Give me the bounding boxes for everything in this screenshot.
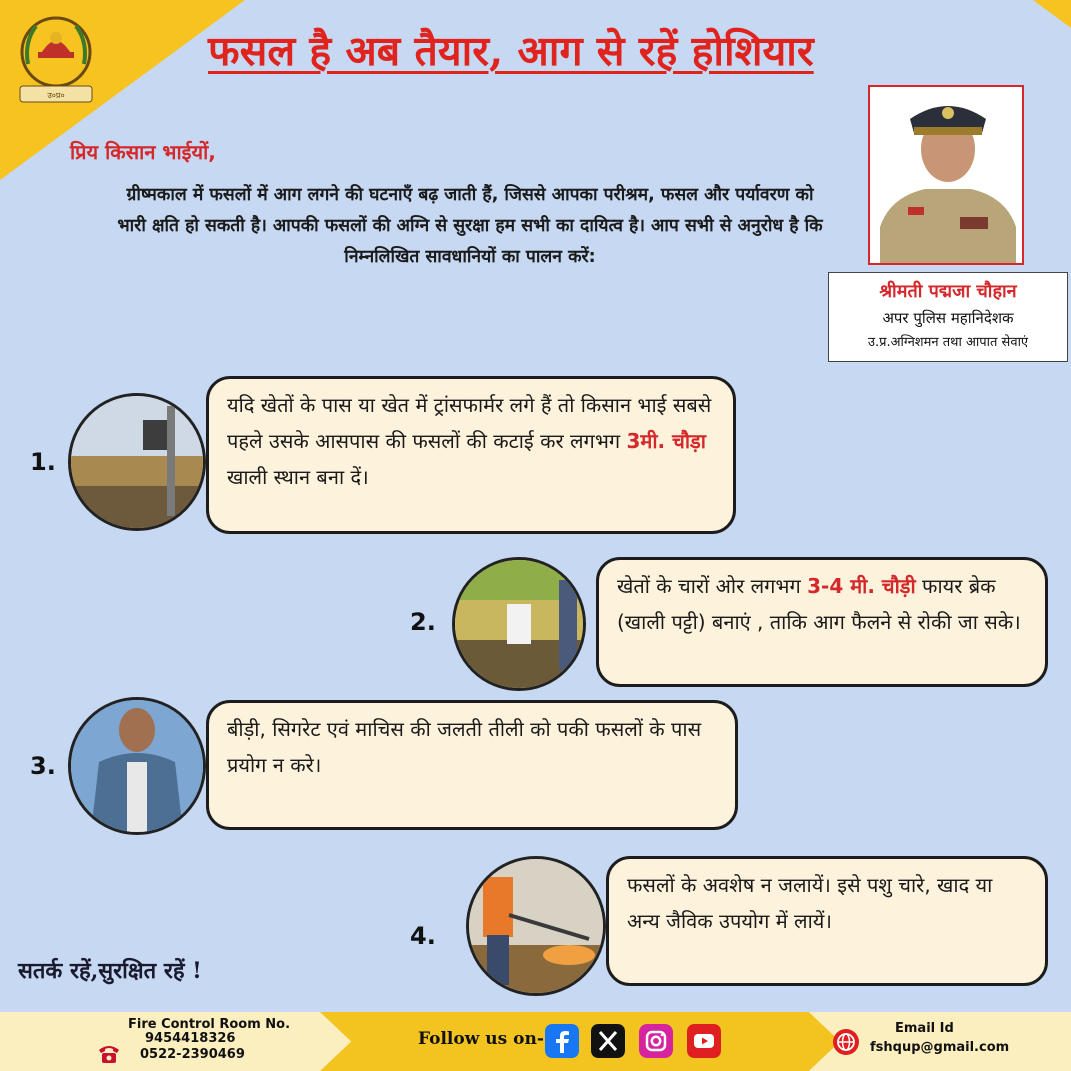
official-name: श्रीमती पद्मजा चौहान — [879, 281, 1017, 302]
email-label: Email Id — [895, 1021, 954, 1036]
fire-service-logo — [14, 12, 98, 106]
tip-3-image — [68, 697, 206, 835]
tip-3-bubble — [206, 700, 738, 830]
tip-number: 1. — [30, 448, 56, 476]
tip-text: बीड़ी, सिगरेट एवं माचिस की जलती तीली को पकी फसलों के पास प्रयोग न करे। — [227, 717, 702, 777]
control-room-label: Fire Control Room No. — [128, 1017, 291, 1032]
tip-2-image — [452, 557, 586, 691]
footer — [0, 1012, 1071, 1071]
email-address[interactable]: fshqup@gmail.com — [870, 1040, 1010, 1055]
tip-4-image — [466, 856, 606, 996]
phone-number-2[interactable]: 0522-2390469 — [140, 1047, 245, 1062]
x-icon[interactable] — [591, 1024, 625, 1058]
follow-label: Follow us on- — [418, 1029, 544, 1049]
greeting: प्रिय किसान भाईयों, — [70, 140, 216, 164]
footer-band — [320, 1012, 840, 1071]
svg-text:उ०प्र०: उ०प्र० — [47, 91, 65, 100]
tip-number: 2. — [410, 608, 436, 636]
slogan: सतर्क रहें,सुरक्षित रहें ! — [18, 958, 202, 984]
tip-text: फसलों के अवशेष न जलायें। इसे पशु चारे, खाद या अन्य जैविक उपयोग में लायें। — [627, 873, 993, 933]
tip-1-image — [68, 393, 206, 531]
corner-decoration-right — [1033, 0, 1071, 28]
instagram-icon[interactable] — [639, 1024, 673, 1058]
tip-highlight: 3मी. चौड़ा — [626, 429, 706, 453]
page-title: फसल है अब तैयार, आग से रहें होशियार — [208, 27, 814, 75]
official-name-box — [828, 272, 1068, 362]
globe-icon — [832, 1028, 860, 1056]
tip-text: खाली स्थान बना दें। — [227, 465, 369, 489]
tip-text: यदि खेतों के पास या खेत में ट्रांसफार्मर लगे हैं तो किसान भाई सबसे पहले उसके आसपास की फसलों की कटाई कर लगभग — [227, 393, 712, 453]
official-photo — [868, 85, 1024, 265]
official-designation: अपर पुलिस महानिदेशक — [882, 309, 1014, 327]
facebook-icon[interactable] — [545, 1024, 579, 1058]
official-department: उ.प्र.अग्निशमन तथा आपात सेवाएं — [867, 335, 1029, 350]
tip-number: 3. — [30, 752, 56, 780]
tip-2-bubble — [596, 557, 1048, 687]
tip-text: फायर ब्रेक (खाली पट्टी) बनाएं , ताकि आग फैलने से रोकी जा सके। — [617, 574, 1021, 634]
phone-number-1[interactable]: 9454418326 — [145, 1031, 236, 1046]
tip-text: खेतों के चारों ओर लगभग — [617, 574, 808, 598]
tip-1-bubble — [206, 376, 736, 534]
tip-number: 4. — [410, 922, 436, 950]
phone-icon — [96, 1040, 122, 1066]
tip-highlight: 3-4 मी. चौड़ी — [807, 574, 916, 598]
tip-4-bubble — [606, 856, 1048, 986]
intro-paragraph: ग्रीष्मकाल में फसलों में आग लगने की घटनाएँ बढ़ जाती हैं, जिससे आपका परीश्रम, फसल और पर्यावरण को भारी क्षति हो सकती है। आपकी फसलों की अग्नि से सुरक्षा हम सभी का दायित्व है। आप सभी से अनुरोध है कि निम्नलिखित सावधानियों का पालन करें: — [117, 185, 823, 267]
youtube-icon[interactable] — [687, 1024, 721, 1058]
